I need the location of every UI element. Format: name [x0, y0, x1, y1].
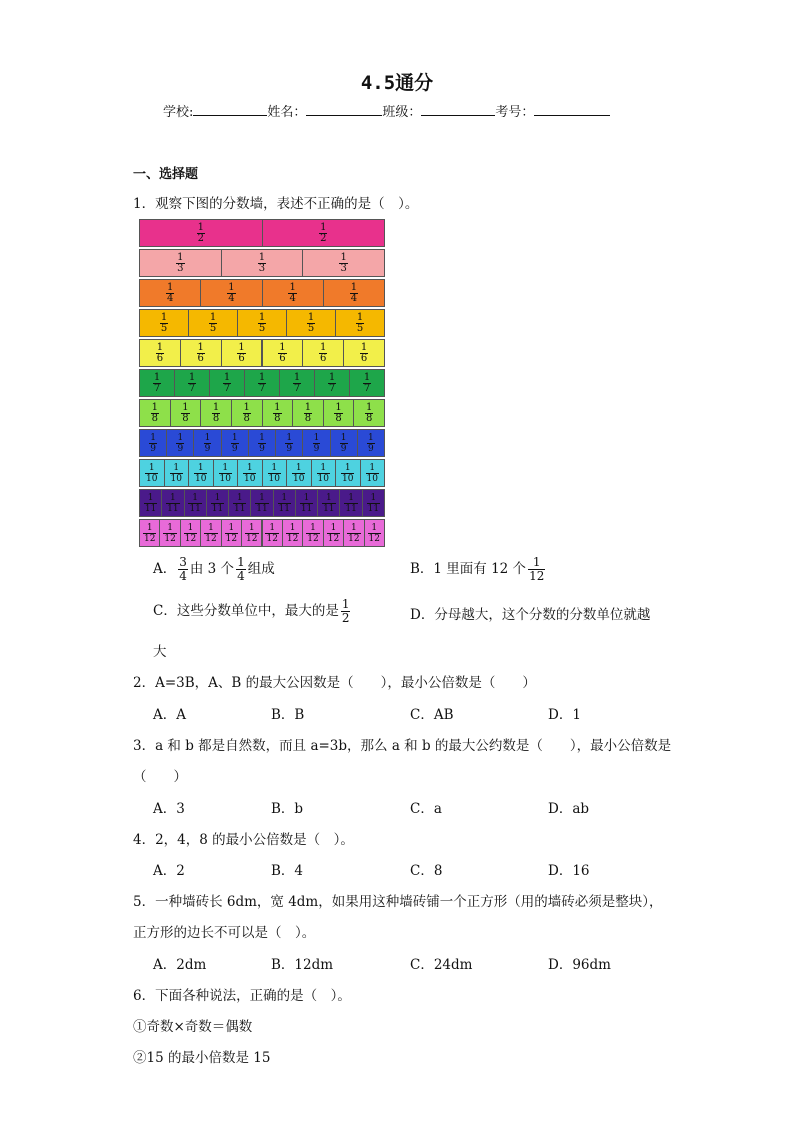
- unit-fraction: $\frac{1}{8}$: [182, 401, 189, 424]
- unit-fraction: $\frac{1}{6}$: [320, 341, 327, 364]
- q1-option-d[interactable]: D．分母越大，这个分数的分数单位就越: [410, 607, 651, 623]
- unit-fraction: $\frac{1}{8}$: [304, 401, 312, 424]
- q5-option-d[interactable]: D．96dm: [548, 957, 611, 973]
- unit-fraction: $\frac{1}{8}$: [212, 401, 220, 424]
- fraction-wall-cell: [166, 429, 194, 457]
- unit-fraction: $\frac{1}{12}$: [368, 522, 380, 544]
- unit-fraction: $\frac{1}{6}$: [360, 341, 368, 364]
- fraction-wall-row: [139, 458, 384, 488]
- fraction-wall-cell: [221, 249, 304, 277]
- fraction-wall-cell: [286, 459, 312, 487]
- fraction-wall: [139, 218, 384, 548]
- q1-option-a[interactable]: A． $\frac{3}{4}$ 由 3 个 $\frac{1}{4}$ 组成: [153, 555, 275, 583]
- unit-fraction: $\frac{1}{9}$: [204, 432, 211, 454]
- unit-fraction: $\frac{1}{7}$: [153, 371, 161, 394]
- unit-fraction: $\frac{1}{4}$: [166, 281, 174, 304]
- fraction-wall-cell: [279, 369, 315, 397]
- unit-fraction: $\frac{1}{11}$: [167, 492, 179, 514]
- fraction-wall-cell: [349, 369, 385, 397]
- unit-fraction: $\frac{1}{5}$: [209, 311, 217, 334]
- class-label: 班级：: [382, 105, 422, 120]
- unit-fraction: $\frac{1}{11}$: [323, 492, 335, 514]
- fraction-wall-cell: [335, 459, 361, 487]
- student-info-line: [163, 101, 610, 120]
- name-blank[interactable]: [306, 103, 382, 116]
- fraction-wall-cell: [244, 369, 280, 397]
- fraction-wall-cell: [241, 519, 262, 547]
- q4-stem: 4．2，4，8 的最小公倍数是（ ）。: [133, 832, 354, 848]
- q3-option-c[interactable]: C．a: [410, 801, 442, 817]
- fraction-wall-cell: [282, 519, 303, 547]
- fraction-wall-cell: [184, 489, 207, 517]
- unit-fraction: $\frac{1}{10}$: [293, 462, 305, 484]
- class-blank[interactable]: [421, 103, 495, 116]
- unit-fraction: $\frac{1}{11}$: [256, 492, 268, 514]
- q2-option-a[interactable]: A．A: [153, 707, 186, 723]
- fraction-wall-cell: [221, 429, 249, 457]
- fraction-wall-cell: [139, 399, 171, 427]
- fraction-wall-cell: [248, 429, 276, 457]
- unit-fraction: $\frac{1}{2}$: [320, 221, 327, 244]
- unit-fraction: $\frac{1}{7}$: [188, 371, 196, 394]
- q5-stem-continued: 正方形的边长不可以是（ ）。: [133, 925, 316, 941]
- unit-fraction: $\frac{1}{6}$: [279, 341, 286, 364]
- unit-fraction: $\frac{1}{12}$: [286, 522, 299, 544]
- unit-fraction: $\frac{1}{7}$: [293, 371, 301, 394]
- unit-fraction: $\frac{1}{12}$: [225, 522, 238, 544]
- fraction-wall-cell: [357, 429, 385, 457]
- fraction-wall-cell: [275, 429, 303, 457]
- fraction-wall-cell: [180, 519, 201, 547]
- fraction-wall-cell: [250, 489, 273, 517]
- fraction-wall-cell: [200, 519, 221, 547]
- fraction-wall-cell: [295, 489, 318, 517]
- fraction-wall-cell: [330, 429, 358, 457]
- fraction-wall-cell: [302, 339, 344, 367]
- school-blank[interactable]: [193, 103, 267, 116]
- unit-fraction: $\frac{1}{9}$: [150, 432, 156, 454]
- fraction-wall-cell: [323, 519, 344, 547]
- fraction-wall-cell: [317, 489, 340, 517]
- fraction-wall-cell: [353, 399, 385, 427]
- unit-fraction: $\frac{1}{3}$: [258, 251, 266, 274]
- page-title: 4.5通分: [360, 72, 434, 94]
- unit-fraction: $\frac{1}{3}$: [340, 251, 347, 274]
- unit-fraction: $\frac{1}{3}$: [177, 251, 184, 274]
- q1-option-c[interactable]: C．这些分数单位中，最大的是 $\frac{1}{2}$: [153, 597, 350, 625]
- fraction-wall-cell: [188, 459, 214, 487]
- unit-fraction: $\frac{1}{6}$: [238, 341, 245, 364]
- unit-fraction: $\frac{1}{4}$: [228, 281, 235, 304]
- unit-fraction: $\frac{1}{8}$: [335, 401, 342, 424]
- fraction-wall-cell: [161, 489, 184, 517]
- q5-stem: 5．一种墙砖长 6dm，宽 4dm，如果用这种墙砖铺一个正方形（用的墙砖必须是整块），: [133, 894, 663, 910]
- unit-fraction: $\frac{1}{12}$: [184, 522, 197, 544]
- unit-fraction: $\frac{1}{12}$: [143, 522, 156, 544]
- fraction-wall-cell: [237, 459, 263, 487]
- fraction-wall-cell: [200, 399, 232, 427]
- unit-fraction: $\frac{1}{9}$: [368, 432, 374, 454]
- fraction-wall-row: [139, 248, 384, 278]
- unit-fraction: $\frac{1}{5}$: [160, 311, 168, 334]
- unit-fraction: $\frac{1}{5}$: [258, 311, 266, 334]
- unit-fraction: $\frac{1}{7}$: [223, 371, 231, 394]
- q4-option-b[interactable]: B．4: [271, 863, 304, 879]
- unit-fraction: $\frac{1}{12}$: [164, 522, 176, 544]
- fraction-wall-cell: [164, 459, 190, 487]
- q2-option-d[interactable]: D．1: [548, 707, 581, 723]
- unit-fraction: $\frac{1}{12}$: [307, 522, 319, 544]
- unit-fraction: $\frac{1}{8}$: [274, 401, 281, 424]
- q1-option-d-continued: 大: [153, 644, 167, 660]
- fraction-wall-cell: [139, 489, 162, 517]
- unit-fraction: $\frac{1}{8}$: [243, 401, 250, 424]
- fraction-wall-cell: [360, 459, 386, 487]
- unit-fraction: $\frac{1}{12}$: [266, 522, 278, 544]
- unit-fraction: $\frac{1}{11}$: [189, 492, 201, 514]
- fraction-wall-cell: [262, 219, 386, 247]
- fraction-wall-cell: [188, 309, 238, 337]
- unit-fraction: $\frac{1}{11}$: [300, 492, 313, 514]
- unit-fraction: $\frac{1}{10}$: [317, 462, 329, 484]
- q4-option-c[interactable]: C．8: [410, 863, 443, 879]
- fraction-wall-cell: [292, 399, 324, 427]
- fraction-wall-row: [139, 308, 384, 338]
- unit-fraction: $\frac{1}{11}$: [367, 492, 380, 514]
- unit-fraction: $\frac{1}{10}$: [366, 462, 378, 484]
- fraction-wall-cell: [159, 519, 180, 547]
- fraction-wall-row: [139, 488, 384, 518]
- unit-fraction: $\frac{1}{6}$: [197, 341, 204, 364]
- unit-fraction: $\frac{1}{11}$: [211, 492, 224, 514]
- unit-fraction: $\frac{1}{12}$: [246, 522, 258, 544]
- q4-option-a[interactable]: A．2: [153, 863, 185, 879]
- unit-fraction: $\frac{1}{4}$: [289, 281, 296, 304]
- q5-option-c[interactable]: C．24dm: [410, 957, 473, 973]
- unit-fraction: $\frac{1}{7}$: [258, 371, 266, 394]
- section-heading: 一、选择题: [133, 167, 199, 182]
- fraction-wall-cell: [180, 339, 222, 367]
- q2-option-c[interactable]: C．AB: [410, 707, 454, 723]
- fraction-wall-row: [139, 368, 384, 398]
- fraction-wall-cell: [213, 459, 239, 487]
- fraction-wall-cell: [302, 429, 330, 457]
- unit-fraction: $\frac{1}{9}$: [259, 432, 265, 454]
- unit-fraction: $\frac{1}{7}$: [363, 371, 371, 394]
- fraction-wall-cell: [323, 279, 385, 307]
- q4-option-d[interactable]: D．16: [548, 863, 590, 879]
- unit-fraction: $\frac{1}{10}$: [195, 462, 207, 484]
- fraction-wall-cell: [343, 339, 385, 367]
- fraction-wall-cell: [339, 489, 362, 517]
- fraction-wall-cell: [362, 489, 385, 517]
- unit-fraction: $\frac{1}{12}$: [205, 522, 217, 544]
- fraction-wall-cell: [139, 459, 165, 487]
- unit-fraction: $\frac{1}{10}$: [219, 462, 231, 484]
- unit-fraction: $\frac{1}{10}$: [268, 462, 280, 484]
- unit-fraction: $\frac{1}{9}$: [340, 432, 347, 454]
- fraction: $\frac{3}{4}$: [179, 555, 187, 583]
- fraction-wall-cell: [221, 339, 263, 367]
- fraction-wall-cell: [206, 489, 229, 517]
- fraction-wall-cell: [139, 309, 189, 337]
- q5-option-b[interactable]: B．12dm: [271, 957, 334, 973]
- fraction-wall-cell: [237, 309, 287, 337]
- q2-option-b[interactable]: B．B: [271, 707, 305, 723]
- q3-option-a[interactable]: A．3: [153, 801, 185, 817]
- fraction-wall-cell: [193, 429, 221, 457]
- unit-fraction: $\frac{1}{9}$: [286, 432, 293, 454]
- q1-stem: 1．观察下图的分数墙，表述不正确的是（ ）。: [133, 196, 419, 212]
- unit-fraction: $\frac{1}{2}$: [197, 221, 204, 244]
- number-blank[interactable]: [534, 103, 610, 116]
- fraction-wall-cell: [200, 279, 262, 307]
- fraction-wall-cell: [262, 519, 283, 547]
- fraction-wall-cell: [262, 459, 288, 487]
- q3-stem: 3．a 和 b 都是自然数，而且 a=3b，那么 a 和 b 的最大公约数是（ ），最小公倍数是: [133, 738, 672, 754]
- fraction-wall-cell: [139, 519, 160, 547]
- fraction-wall-cell: [228, 489, 251, 517]
- unit-fraction: $\frac{1}{10}$: [342, 462, 354, 484]
- fraction-wall-cell: [139, 369, 175, 397]
- fraction-wall-cell: [139, 279, 201, 307]
- fraction: $\frac{1}{4}$: [237, 555, 245, 583]
- unit-fraction: $\frac{1}{6}$: [156, 341, 164, 364]
- unit-fraction: $\frac{1}{5}$: [356, 311, 364, 334]
- fraction-wall-row: [139, 278, 384, 308]
- q6-item-1: ①奇数×奇数＝偶数: [133, 1019, 253, 1035]
- unit-fraction: $\frac{1}{7}$: [328, 371, 336, 394]
- fraction-wall-cell: [302, 519, 323, 547]
- q3-option-d[interactable]: D．ab: [548, 801, 590, 817]
- fraction-wall-row: [139, 428, 384, 458]
- q3-option-b[interactable]: B．b: [271, 801, 304, 817]
- fraction-wall-cell: [139, 219, 263, 247]
- q5-option-a[interactable]: A．2dm: [153, 957, 207, 973]
- fraction-wall-cell: [273, 489, 296, 517]
- fraction-wall-cell: [364, 519, 385, 547]
- unit-fraction: $\frac{1}{11}$: [233, 492, 246, 514]
- fraction-wall-cell: [311, 459, 337, 487]
- q6-item-2: ②15 的最小倍数是 15: [133, 1050, 271, 1066]
- fraction-wall-cell: [139, 429, 167, 457]
- name-label: 姓名：: [267, 105, 307, 120]
- fraction-wall-cell: [343, 519, 364, 547]
- fraction-wall-cell: [139, 249, 222, 277]
- unit-fraction: $\frac{1}{11}$: [345, 492, 357, 514]
- q3-stem-continued: （ ）: [133, 769, 187, 785]
- unit-fraction: $\frac{1}{12}$: [348, 522, 360, 544]
- fraction: $\frac{1}{2}$: [341, 597, 350, 625]
- unit-fraction: $\frac{1}{9}$: [231, 432, 238, 454]
- unit-fraction: $\frac{1}{8}$: [151, 401, 158, 424]
- fraction-wall-cell: [221, 519, 242, 547]
- unit-fraction: $\frac{1}{12}$: [327, 522, 340, 544]
- fraction-wall-cell: [170, 399, 202, 427]
- fraction-wall-cell: [209, 369, 245, 397]
- unit-fraction: $\frac{1}{10}$: [146, 462, 158, 484]
- unit-fraction: $\frac{1}{10}$: [244, 462, 256, 484]
- unit-fraction: $\frac{1}{9}$: [313, 432, 320, 454]
- fraction-wall-cell: [231, 399, 263, 427]
- unit-fraction: $\frac{1}{5}$: [307, 311, 315, 334]
- fraction-wall-row: [139, 398, 384, 428]
- unit-fraction: $\frac{1}{8}$: [366, 401, 373, 424]
- fraction-wall-row: [139, 218, 384, 248]
- q1-option-b[interactable]: B．1 里面有 12 个 $\frac{1}{12}$: [410, 555, 545, 583]
- fraction-wall-cell: [262, 339, 304, 367]
- unit-fraction: $\frac{1}{11}$: [144, 492, 157, 514]
- unit-fraction: $\frac{1}{9}$: [177, 432, 184, 454]
- fraction-wall-cell: [323, 399, 355, 427]
- q6-stem: 6．下面各种说法，正确的是（ ）。: [133, 988, 351, 1004]
- fraction-wall-cell: [314, 369, 350, 397]
- fraction-wall-cell: [335, 309, 385, 337]
- unit-fraction: $\frac{1}{10}$: [170, 462, 182, 484]
- fraction-wall-row: [139, 518, 384, 548]
- fraction-wall-cell: [262, 279, 324, 307]
- fraction-wall-cell: [139, 339, 181, 367]
- number-label: 考号：: [495, 105, 535, 120]
- school-label: 学校:: [163, 105, 194, 120]
- unit-fraction: $\frac{1}{11}$: [278, 492, 290, 514]
- fraction-wall-cell: [302, 249, 385, 277]
- fraction: $\frac{1}{12}$: [529, 555, 545, 583]
- fraction-wall-cell: [286, 309, 336, 337]
- fraction-wall-cell: [262, 399, 294, 427]
- q2-stem: 2．A=3B，A、B 的最大公因数是（ ），最小公倍数是（ ）: [133, 675, 536, 691]
- unit-fraction: $\frac{1}{4}$: [350, 281, 358, 304]
- fraction-wall-cell: [174, 369, 210, 397]
- fraction-wall-row: [139, 338, 384, 368]
